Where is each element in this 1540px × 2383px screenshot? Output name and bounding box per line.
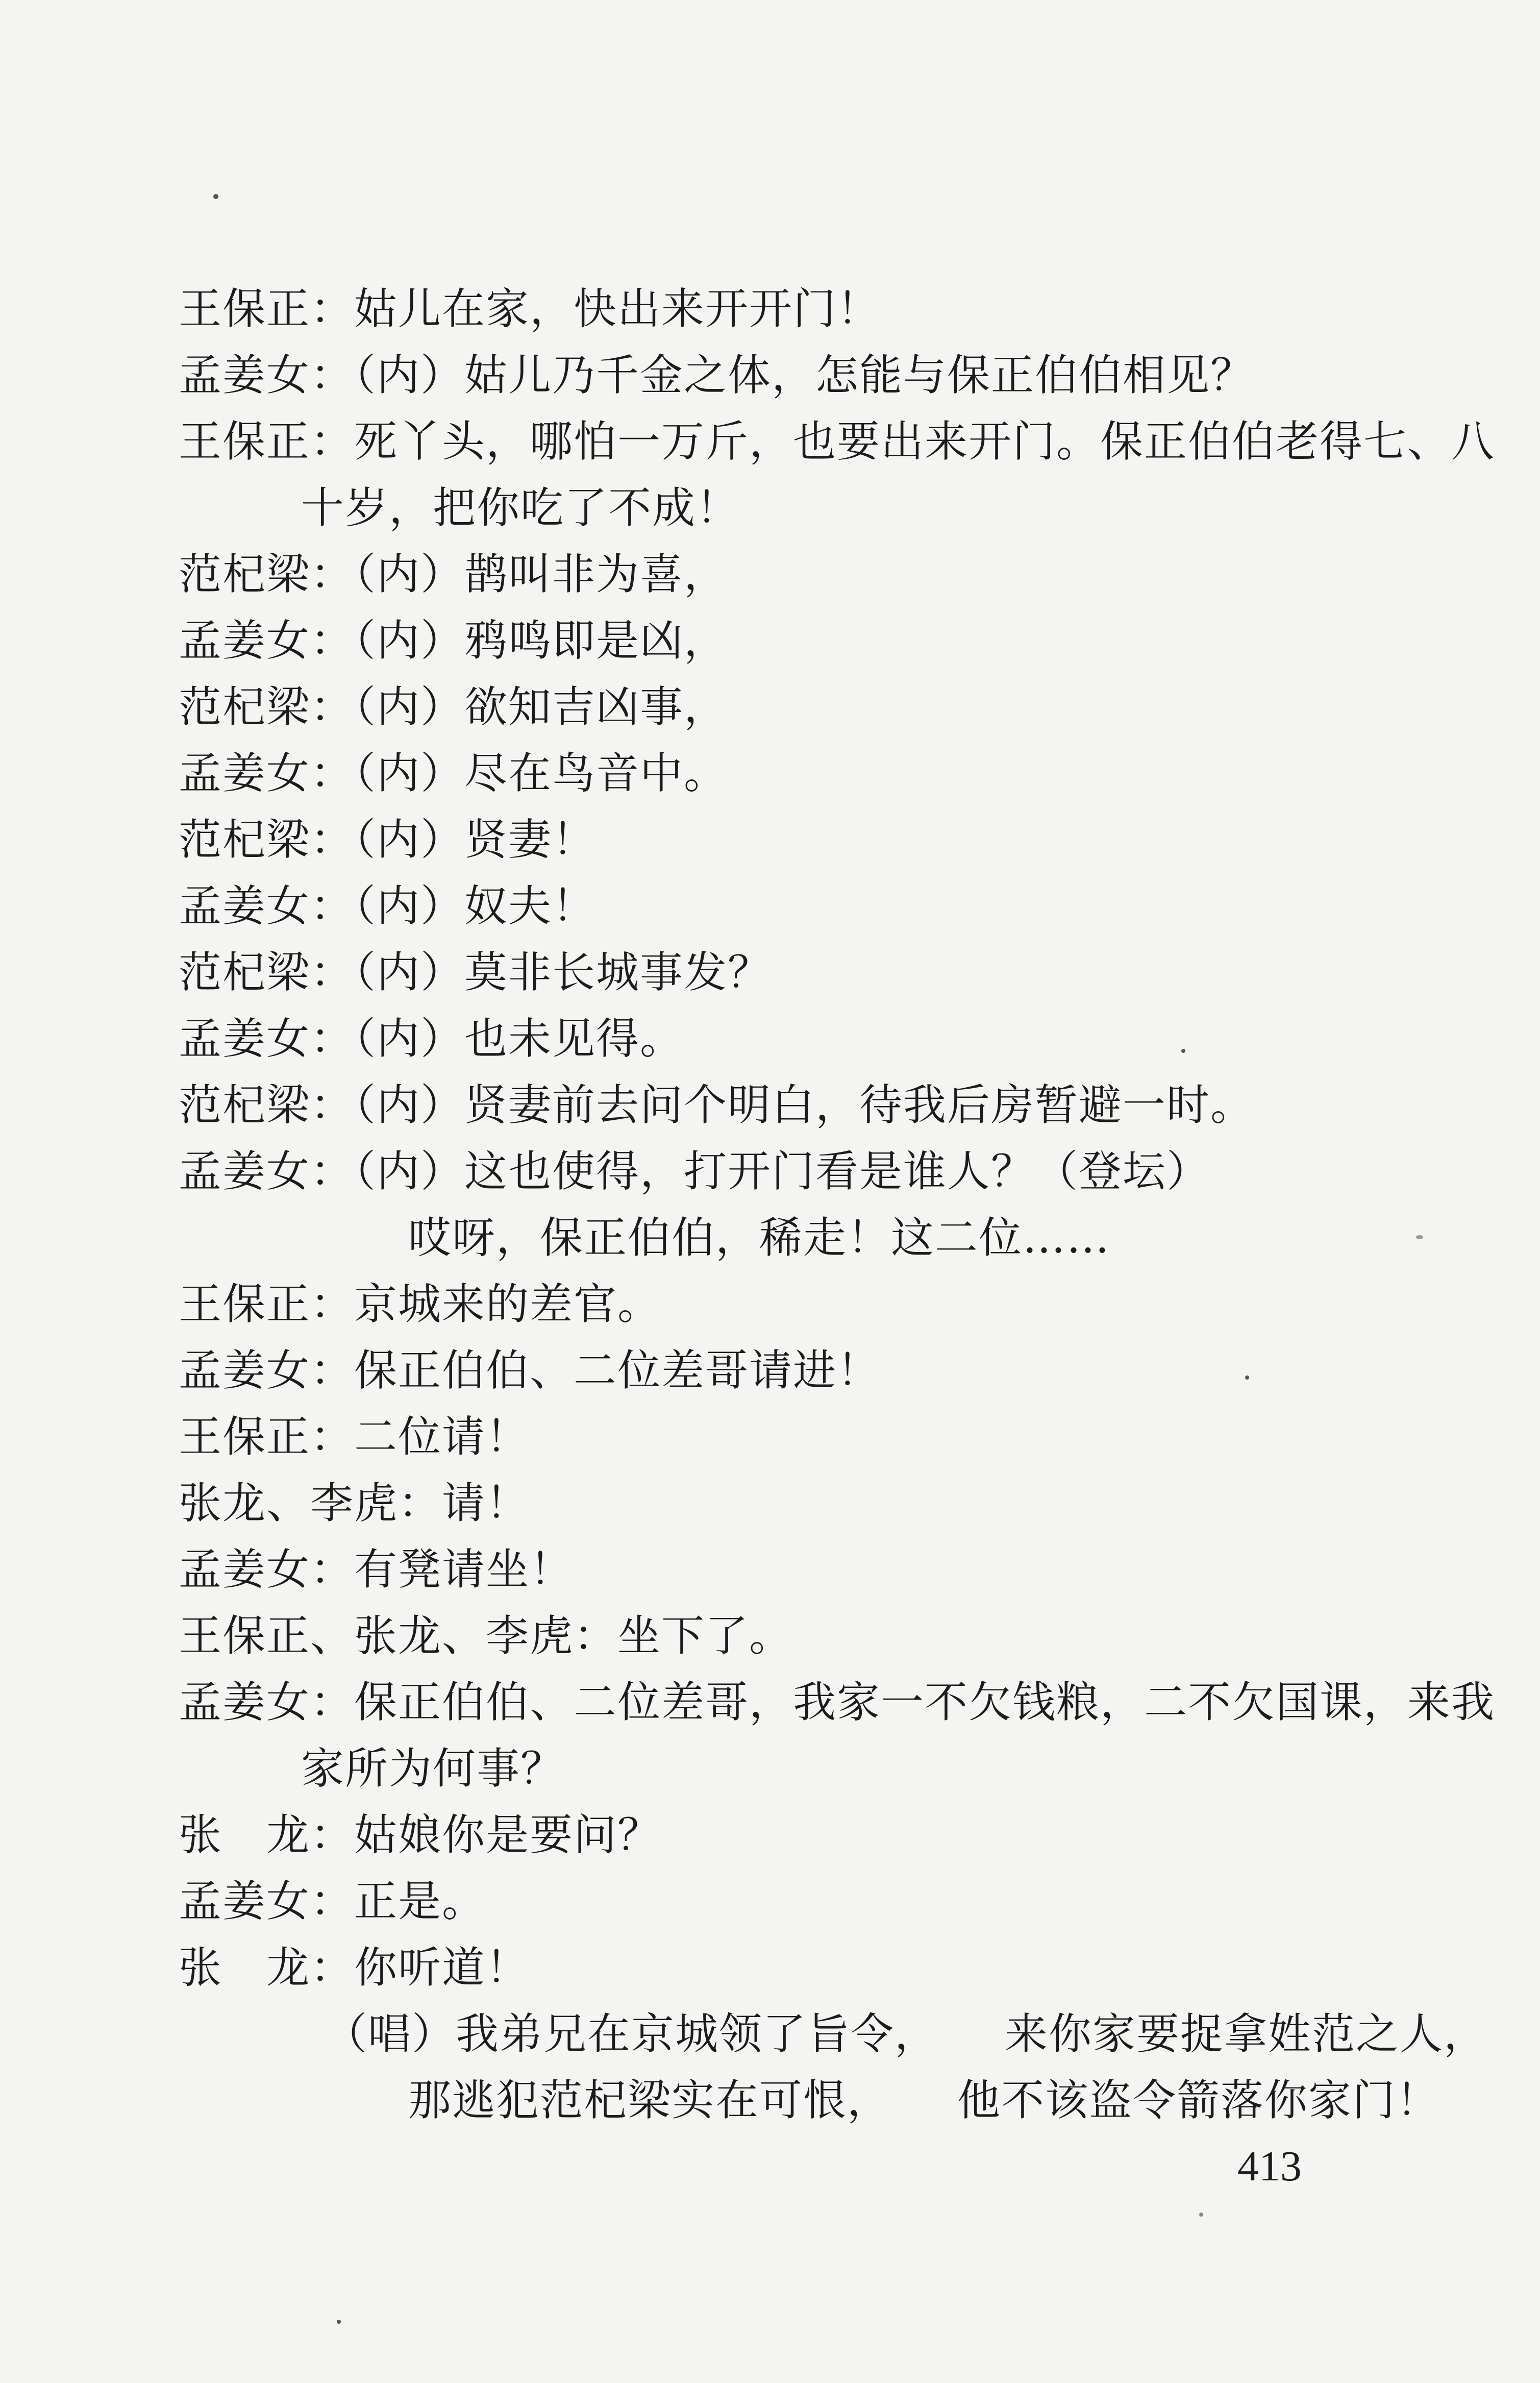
dialogue-line: 范杞梁：（内）莫非长城事发？	[179, 947, 772, 997]
dialogue-line: 范杞梁：（内）贤妻前去问个明白，待我后房暂避一时。	[179, 1080, 1255, 1130]
dialogue-line: 范杞梁：（内）贤妻！	[179, 815, 597, 865]
song-line	[324, 2008, 1487, 2059]
dialogue-line: 孟姜女：（内）鸦鸣即是凶，	[179, 616, 728, 666]
dialogue-line: 孟姜女：（内）也未见得。	[179, 1014, 684, 1064]
dialogue-line: 范杞梁：（内）欲知吉凶事，	[179, 682, 728, 732]
dialogue-line: 张龙、李虎：请！	[179, 1478, 530, 1528]
dialogue-line: 王保正：死丫头，哪怕一万斤，也要出来开门。保正伯伯老得七、八	[179, 416, 1496, 466]
scan-speck	[1416, 1235, 1423, 1239]
dialogue-line: 孟姜女：保正伯伯、二位差哥，我家一不欠钱粮，二不欠国课，来我	[179, 1677, 1496, 1727]
dialogue-line: 王保正：二位请！	[179, 1412, 530, 1462]
dialogue-line: 孟姜女：（内）尽在鸟音中。	[179, 748, 728, 798]
dialogue-line: 孟姜女：（内）奴夫！	[179, 881, 597, 931]
dialogue-continuation: 十岁，把你吃了不成！	[301, 483, 740, 533]
dialogue-line: 张 龙：姑娘你是要问？	[179, 1810, 662, 1860]
dialogue-line: 张 龙：你听道！	[179, 1943, 530, 1993]
dialogue-line: 孟姜女：（内）这也使得，打开门看是谁人？（登坛）	[179, 1146, 1211, 1196]
scan-speck	[1245, 1375, 1249, 1380]
dialogue-line: 王保正：姑儿在家，快出来开开门！	[179, 284, 881, 334]
song-phrase: （唱）我弟兄在京城领了旨令，	[324, 2009, 939, 2059]
dialogue-line: 孟姜女：有凳请坐！	[179, 1544, 574, 1594]
scan-speck	[1199, 2213, 1203, 2217]
dialogue-line: 王保正：京城来的差官。	[179, 1279, 662, 1329]
dialogue-continuation: 哎呀，保正伯伯，稀走！这二位……	[408, 1213, 1111, 1263]
song-line	[408, 2075, 1440, 2126]
song-phrase: 他不该盗令箭落你家门！	[957, 2075, 1440, 2125]
song-phrase: 那逃犯范杞梁实在可恨，	[408, 2075, 891, 2125]
scan-speck	[1181, 1049, 1185, 1053]
song-phrase: 来你家要捉拿姓范之人，	[1005, 2009, 1488, 2059]
dialogue-line: 孟姜女：保正伯伯、二位差哥请进！	[179, 1345, 881, 1395]
dialogue-continuation: 家所为何事？	[301, 1743, 565, 1794]
dialogue-line: 孟姜女：（内）姑儿乃千金之体，怎能与保正伯伯相见？	[179, 350, 1255, 400]
dialogue-line: 王保正、张龙、李虎：坐下了。	[179, 1611, 793, 1661]
scan-speck	[337, 2320, 341, 2324]
dialogue-line: 孟姜女：正是。	[179, 1876, 486, 1926]
dialogue-line: 范杞梁：（内）鹊叫非为喜，	[179, 549, 728, 599]
page-number: 413	[1237, 2143, 1302, 2190]
scan-speck	[213, 194, 218, 199]
